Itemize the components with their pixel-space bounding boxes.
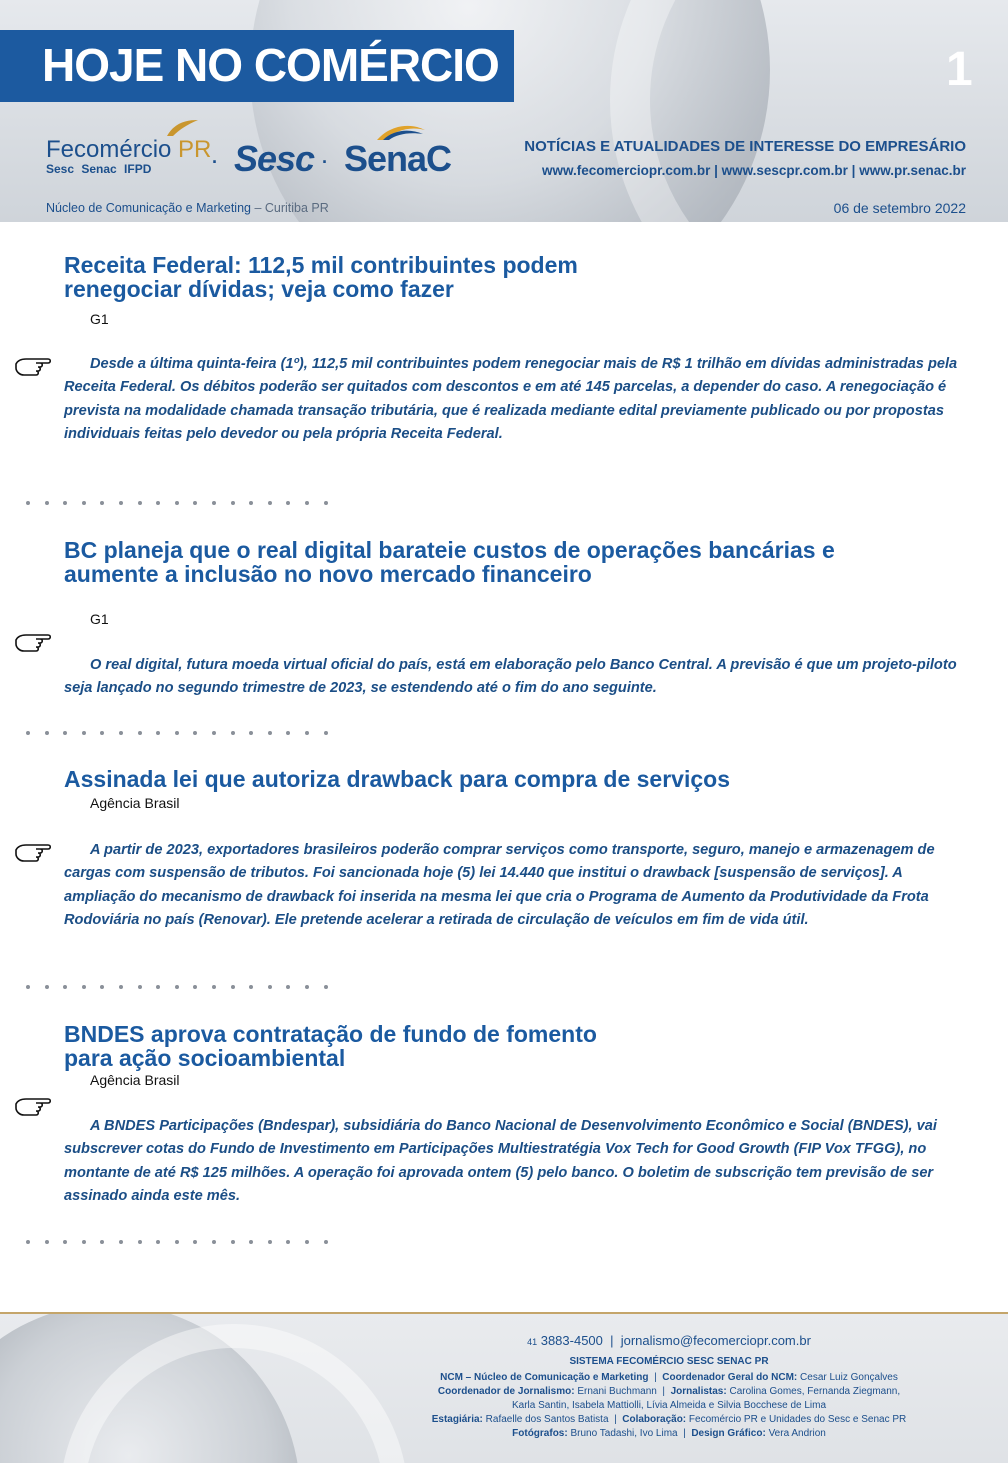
- tagline: NOTÍCIAS E ATUALIDADES DE INTERESSE DO EMPRESÁRIO: [524, 138, 966, 155]
- department-line: [46, 201, 329, 215]
- credit-value: Vera Andrion: [768, 1428, 826, 1439]
- pointing-hand-icon: [14, 350, 54, 380]
- ring-graphic: [610, 0, 1008, 222]
- article-title[interactable]: Receita Federal: 112,5 mil contribuintes podem renegociar dívidas; veja como fazer: [64, 252, 578, 302]
- footer-contact: 41 3883-4500 | jornalismo@fecomerciopr.com.br: [527, 1333, 811, 1348]
- divider-dots: [26, 731, 328, 737]
- credit-label: Jornalistas:: [670, 1386, 727, 1397]
- page-title: HOJE NO COMÉRCIO: [42, 39, 499, 91]
- article-body: O real digital, futura moeda virtual oficial do país, está em elaboração pelo Banco Central. A previsão é que um projeto-piloto seja lançado no segundo trimestre de 2023, se estendendo até o fim do ano seguinte.: [64, 657, 957, 697]
- article-title[interactable]: BC planeja que o real digital barateie custos de operações bancárias e aumente a inclusão no novo mercado financeiro: [64, 537, 835, 587]
- credit-value: Bruno Tadashi, Ivo Lima: [570, 1428, 678, 1439]
- footer-credits-line: [330, 1399, 1008, 1414]
- footer-credits-line: Coordenador de Jornalismo: Ernani Buchmann | Jornalistas: Carolina Gomes, Fernanda Ziegmann,: [437, 1386, 901, 1397]
- article-body: A partir de 2023, exportadores brasileiros poderão comprar serviços como transporte, seguro, manejo e armazenagem de cargas com suspensão de tributos. Foi sancionada hoje (5) lei 14.440 que institui o drawback [suspensão de serviços]. A ampliação do mecanismo de drawback foi inserida na mesma lei que cria o Programa de Aumento da Produtividade da Frota Rodoviária no país (Renovar). Ele pretende acelerar a retirada de circulação de veículos em fim de vida útil.: [64, 842, 935, 929]
- credit-label: Colaboração:: [622, 1414, 687, 1425]
- article-body: A BNDES Participações (Bndespar), subsidiária do Banco Nacional de Desenvolvimento Econômico e Social (BNDES), vai subscrever cotas do Fundo de Investimento em Participações Multiestratégia Vox Tech for Good Growth (FIP Vox TFGG), no montante de até R$ 125 milhões. A operação foi aprovada ontem (5) pelo banco. O boletim de subscrição tem previsão de ser assinado ainda este mês.: [64, 1118, 937, 1205]
- credit-label: Coordenador de Jornalismo:: [437, 1386, 575, 1397]
- article-title[interactable]: Assinada lei que autoriza drawback para compra de serviços: [64, 766, 730, 792]
- fecomercio-logo-text: Fecomércio: [46, 136, 172, 163]
- footer-credits-line: Estagiária: Rafaelle dos Santos Batista | Colaboração: Fecomércio PR e Unidades do Sesc e Senac PR: [431, 1414, 907, 1425]
- article-body: Desde a última quinta-feira (1º), 112,5 mil contribuintes podem renegociar mais de R$ 1 trilhão em dívidas administradas pela Receita Federal. Os débitos poderão ser quitados com descontos e em até 145 parcelas, a depender do caso. A renegociação é prevista na modalidade chamada transação tributária, que é realizada mediante edital previamente publicado ou por propostas individuais feitas pelo devedor ou pela própria Receita Federal.: [64, 356, 958, 443]
- credit-label: Estagiária:: [431, 1414, 483, 1425]
- credit-value: Cesar Luiz Gonçalves: [800, 1372, 898, 1383]
- article-source: Agência Brasil: [90, 795, 180, 811]
- website-links[interactable]: www.fecomerciopr.com.br | www.sescpr.com.br | www.pr.senac.br: [542, 163, 966, 178]
- department-location: – Curitiba PR: [254, 201, 329, 215]
- footer-credits-line: Fotógrafos: Bruno Tadashi, Ivo Lima | Design Gráfico: Vera Andrion: [512, 1428, 826, 1439]
- page-number: 1: [946, 43, 973, 96]
- credit-label: NCM – Núcleo de Comunicação e Marketing: [440, 1372, 649, 1383]
- credit-label: Design Gráfico:: [691, 1428, 766, 1439]
- title-banner: [0, 30, 514, 102]
- footer-system: [330, 1355, 1008, 1370]
- footer-credits-line: NCM – Núcleo de Comunicação e Marketing | Coordenador Geral do NCM: Cesar Luiz Gonçalves: [440, 1372, 898, 1383]
- fecomercio-logo-pr: PR: [178, 136, 212, 163]
- divider-dots: [26, 1240, 328, 1246]
- credit-label: Fotógrafos:: [512, 1428, 568, 1439]
- credit-value: Rafaelle dos Santos Batista: [485, 1414, 609, 1425]
- logo-separator: ·: [212, 152, 218, 172]
- article-source: G1: [90, 311, 109, 327]
- pointing-hand-icon: [14, 836, 54, 866]
- department-name: Núcleo de Comunicação e Marketing: [46, 201, 251, 215]
- fecomercio-logo: [46, 136, 211, 164]
- issue-date: 06 de setembro 2022: [833, 200, 966, 216]
- pointing-hand-icon: [14, 1090, 54, 1120]
- masthead: [0, 0, 1008, 222]
- credit-value: Fecomércio PR e Unidades do Sesc e Senac PR: [688, 1414, 907, 1425]
- senac-logo: SenaC: [344, 138, 452, 179]
- divider-dots: [26, 985, 328, 991]
- credit-label: Coordenador Geral do NCM:: [662, 1372, 798, 1383]
- phone-number[interactable]: 3883-4500: [540, 1333, 603, 1348]
- system-name: SISTEMA FECOMÉRCIO SESC SENAC PR: [569, 1356, 769, 1367]
- phone-prefix: 41: [527, 1337, 538, 1347]
- feather-icon: [165, 118, 199, 138]
- credit-value: Carolina Gomes, Fernanda Ziegmann,: [729, 1386, 901, 1397]
- sesc-logo: Sesc: [234, 138, 315, 179]
- fecomercio-logo-subtitle: Sesc Senac IFPD: [46, 162, 152, 176]
- credit-value: Karla Santin, Isabela Mattiolli, Lívia Almeida e Silvia Bocchese de Lima: [511, 1400, 827, 1411]
- contact-email[interactable]: jornalismo@fecomerciopr.com.br: [620, 1333, 811, 1348]
- pointing-hand-icon: [14, 626, 54, 656]
- divider-dots: [26, 501, 328, 507]
- article-source: Agência Brasil: [90, 1072, 180, 1088]
- article-source: G1: [90, 611, 109, 627]
- logo-separator: ·: [322, 152, 328, 172]
- article-title[interactable]: BNDES aprova contratação de fundo de fomento para ação socioambiental: [64, 1021, 597, 1071]
- credit-value: Ernani Buchmann: [577, 1386, 657, 1397]
